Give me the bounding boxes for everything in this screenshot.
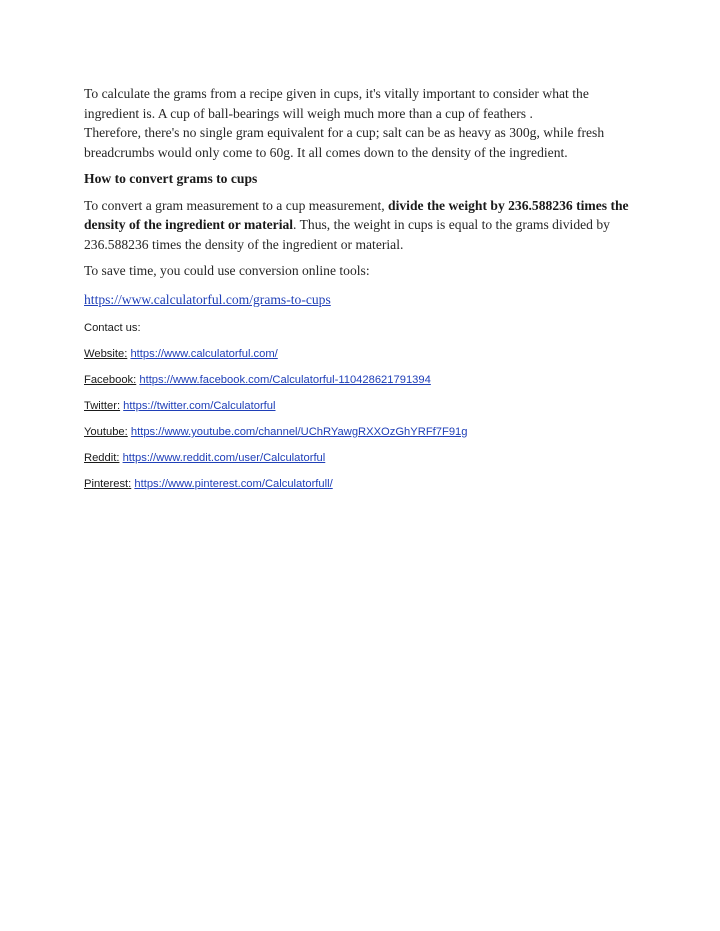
contact-section (84, 320, 644, 492)
intro-sentence-2: Therefore, there's no single gram equivalent for a cup; salt can be as heavy as 300g, while fresh breadcrumbs would only come to 60g. It all comes down to the density of the ingredient. (84, 125, 605, 160)
document-content (84, 84, 644, 492)
contact-row-facebook (84, 372, 644, 388)
conversion-text-start: To convert a gram measurement to a cup measurement, (84, 197, 389, 213)
contact-row-pinterest (84, 476, 644, 492)
pinterest-label: Pinterest: (84, 478, 132, 490)
youtube-label: Youtube: (84, 426, 128, 438)
conversion-paragraph (84, 196, 644, 255)
intro-paragraph (84, 84, 644, 162)
tools-paragraph: To save time, you could use conversion online tools: (84, 263, 370, 278)
grams-to-cups-link[interactable]: https://www.calculatorful.com/grams-to-cups (84, 291, 331, 307)
website-label: Website: (84, 348, 128, 360)
twitter-link[interactable]: https://twitter.com/Calculatorful (123, 400, 276, 412)
contact-row-reddit (84, 450, 644, 466)
contact-title: Contact us: (84, 322, 141, 334)
contact-row-twitter (84, 398, 644, 414)
tool-link-paragraph (84, 290, 644, 310)
contact-row-youtube (84, 424, 644, 440)
facebook-label: Facebook: (84, 374, 137, 386)
youtube-link[interactable]: https://www.youtube.com/channel/UChRYawgRXXOzGhYRFf7F91g (130, 426, 468, 438)
facebook-link[interactable]: https://www.facebook.com/Calculatorful-110428621791394 (139, 374, 431, 386)
contact-row-website (84, 346, 644, 362)
section-heading: How to convert grams to cups (84, 171, 258, 186)
website-link[interactable]: https://www.calculatorful.com/ (130, 348, 278, 360)
intro-sentence-1: To calculate the grams from a recipe given in cups, it's vitally important to consider what the ingredient is. A cup of ball-bearings will weigh much more than a cup of feathers . (84, 86, 589, 121)
twitter-label: Twitter: (84, 400, 121, 412)
pinterest-link[interactable]: https://www.pinterest.com/Calculatorfull/ (134, 478, 333, 490)
conversion-text-end: . Thus, the weight in cups is equal to the grams divided by 236.588236 times the density of the ingredient or material. (84, 217, 610, 252)
reddit-link[interactable]: https://www.reddit.com/user/Calculatorful (122, 452, 326, 464)
reddit-label: Reddit: (84, 452, 120, 464)
conversion-text-bold: divide the weight by 236.588236 times the density of the ingredient or material (84, 197, 629, 232)
